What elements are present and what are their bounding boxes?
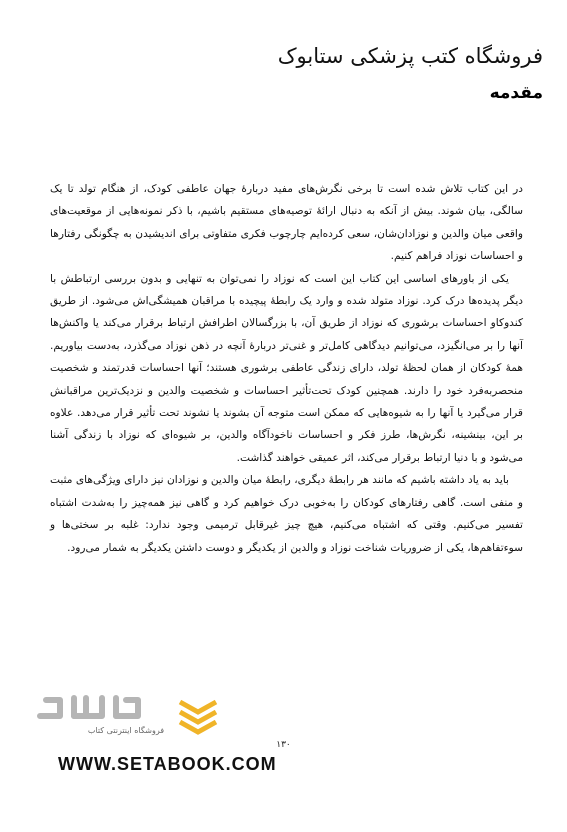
setabook-logo: [30, 690, 270, 744]
page-header-title: فروشگاه کتب پزشکی ستابوک: [277, 44, 543, 68]
logo-tagline: فروشگاه اینترنتی کتاب: [87, 726, 165, 735]
chevron-logo-icon: [176, 694, 220, 738]
page-number: ۱۳۰: [276, 740, 291, 750]
website-url: WWW.SETABOOK.COM: [58, 754, 277, 774]
body-text: [50, 178, 523, 559]
paragraph: در این کتاب تلاش شده است تا برخی نگرش‌های مفید دربارهٔ جهان عاطفی کودک، از هنگام تولد تا یک سالگی، بیان شوند. بیش از آنکه به دنبال ارائهٔ توصیه‌های مستقیم باشیم، با ذکر نمونه‌هایی از موقعیت‌های واقعی میان والدین و نوزادان‌شان، سعی کرده‌ایم چارچوب فکری متفاوتی برای اندیشیدن به چگونگی رفتارها و احساسات نوزاد فراهم کنیم.: [50, 183, 523, 263]
section-title: مقدمه: [489, 83, 543, 103]
setabook-logo-mark: [30, 690, 176, 730]
paragraph: یکی از باورهای اساسی این کتاب این است که نوزاد را نمی‌توان به تنهایی و بدون بررسی ارتباطش با دیگر پدیده‌ها درک کرد. نوزاد متولد شده و وارد یک رابطهٔ پیچیده با مراقبان همیشگی‌اش می‌شود. از طریق کندوکاو احساسات برشوری که نوزاد از طریق آن، با بزرگسالان اطرافش ارتباط برقرار می‌کند یا واکنش‌ها آنها را بر می‌انگیزد، می‌توانیم دیدگاهی کامل‌تر و غنی‌تر دربارهٔ آنچه در ذهن نوزاد می‌گذرد، به‌دست بیاوریم. همهٔ کودکان از همان لحظهٔ تولد، دارای زندگی عاطفی برشوری هستند؛ آنها احساسات قدرتمند و شخصیت منحصربه‌فرد خود را دارند. همچنین کودک تحت‌تأثیر احساسات و شخصیت والدین و نزدیک‌ترین مراقبانش قرار می‌گیرد یا آنها را به شیوه‌هایی که ممکن است متوجه آن بشوند یا نشوند تحت تأثیر قرار می‌دهد. علاوه بر این، بینشینه، نگرش‌ها، طرز فکر و احساسات ناخودآگاه والدین، بر شیوه‌ای که نوزاد با زندگی آشنا می‌شود و با دنیا ارتباط برقرار می‌کند، اثر عمیقی خواهند گذاشت.: [50, 272, 523, 464]
paragraph: باید به یاد داشته باشیم که مانند هر رابطهٔ دیگری، رابطهٔ میان والدین و نوزادان نیز دارای ویژگی‌های مثبت و منفی است. گاهی رفتارهای کودکان را به‌خوبی درک خواهیم کرد و گاهی نیز همه‌چیز را به‌شدت اشتباه تفسیر می‌کنیم. وقتی که اشتباه می‌کنیم، هیچ چیز غیرقابل ترمیمی وجود ندارد: غلبه بر سختی‌ها و سوءتفاهم‌ها، یکی از ضروریات شناخت نوزاد و والدین از یکدیگر و دوست داشتن یکدیگر به شمار می‌رود.: [50, 474, 523, 554]
